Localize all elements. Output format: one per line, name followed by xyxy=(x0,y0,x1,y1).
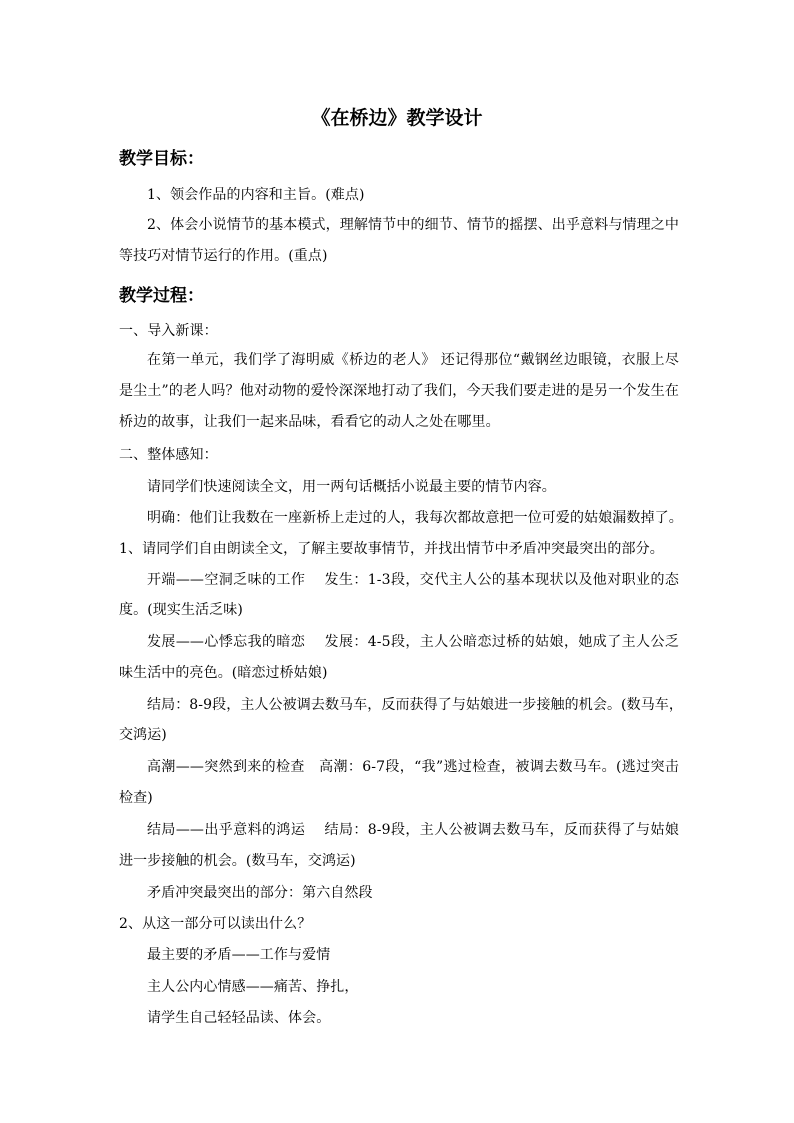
plot-climax-line-2: 检查) xyxy=(119,790,153,806)
main-conflict: 最主要的矛盾——工作与爱情 xyxy=(147,947,331,963)
goal-item-2-continued: 等技巧对情节运行的作用。(重点) xyxy=(119,248,328,264)
question-2: 2、从这一部分可以读出什么？ xyxy=(119,916,312,932)
plot-beginning-line-2: 度。(现实生活乏味) xyxy=(119,602,243,618)
plot-ending-line-2: 交鸿运) xyxy=(119,727,167,743)
overview-answer: 明确：他们让我数在一座新桥上走过的人，我每次都故意把一位可爱的姑娘漏数掉了。 xyxy=(147,510,683,526)
student-task: 请学生自己轻轻品读、体会。 xyxy=(147,1010,331,1026)
plot-development-line-1: 发展——心悸忘我的暗恋 发展：4-5段，主人公暗恋过桥的姑娘，她成了主人公乏 xyxy=(147,634,679,650)
plot-resolution-line-2: 进一步接触的机会。(数马车，交鸿运) xyxy=(119,853,356,869)
question-1: 1、请同学们自由朗读全文，了解主要故事情节，并找出情节中矛盾冲突最突出的部分。 xyxy=(119,541,664,557)
plot-beginning-line-1: 开端——空洞乏味的工作 发生：1-3段，交代主人公的基本现状以及他对职业的态 xyxy=(147,572,679,588)
goal-item-2: 2、体会小说情节的基本模式，理解情节中的细节、情节的摇摆、出乎意料与情理之中 xyxy=(147,217,679,233)
goal-item-1: 1、领会作品的内容和主旨。(难点) xyxy=(147,187,365,203)
document-title: 《在桥边》教学设计 xyxy=(311,107,483,129)
plot-ending-line-1: 结局：8-9段，主人公被调去数马车，反而获得了与姑娘进一步接触的机会。(数马车， xyxy=(147,697,684,713)
goals-heading: 教学目标： xyxy=(119,149,204,169)
section-intro-heading: 一、导入新课： xyxy=(119,323,218,339)
intro-paragraph-line-2: 是尘土”的老人吗？他对动物的爱怜深深地打动了我们，今天我们要走进的是另一个发生在 xyxy=(119,383,679,399)
process-heading: 教学过程： xyxy=(119,286,204,306)
conflict-part: 矛盾冲突最突出的部分：第六自然段 xyxy=(147,885,373,901)
section-overview-heading: 二、整体感知： xyxy=(119,447,218,463)
intro-paragraph-line-3: 桥边的故事，让我们一起来品味，看看它的动人之处在哪里。 xyxy=(119,414,500,430)
overview-task: 请同学们快速阅读全文，用一两句话概括小说最主要的情节内容。 xyxy=(147,479,556,495)
plot-resolution-line-1: 结局——出乎意料的鸿运 结局：8-9段，主人公被调去数马车，反而获得了与姑娘 xyxy=(147,822,679,838)
intro-paragraph-line-1: 在第一单元，我们学了海明威《桥边的老人》 还记得那位“戴钢丝边眼镜，衣服上尽 xyxy=(147,352,679,368)
plot-climax-line-1: 高潮——突然到来的检查 高潮：6-7段，“我”逃过检查，被调去数马车。(逃过突击 xyxy=(147,759,679,775)
inner-feeling: 主人公内心情感——痛苦、挣扎， xyxy=(147,979,359,995)
plot-development-line-2: 味生活中的亮色。(暗恋过桥姑娘) xyxy=(119,665,328,681)
